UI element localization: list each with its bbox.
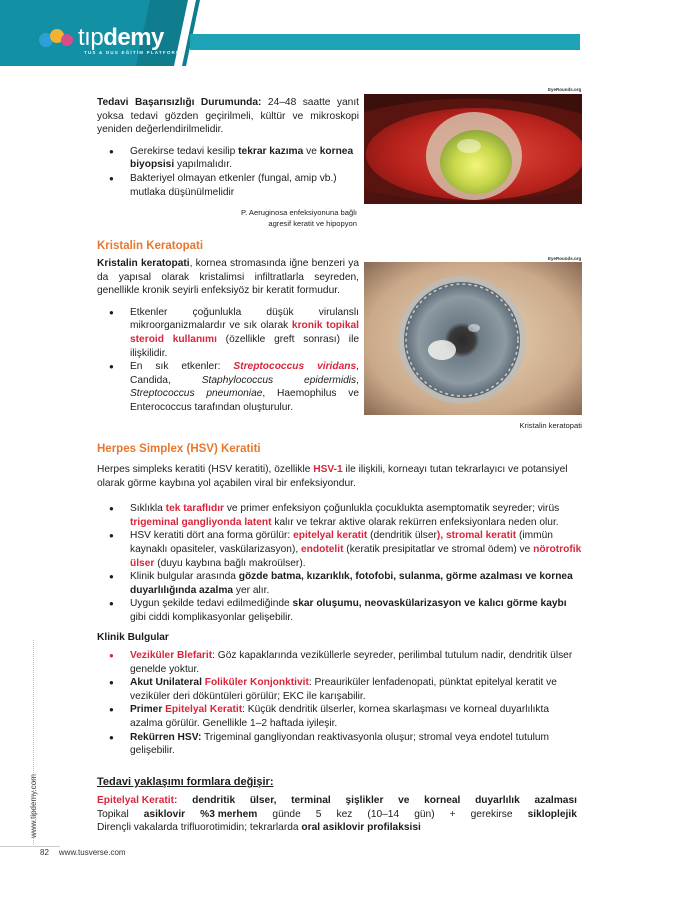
list-item: ● Gerekirse tedavi kesilip tekrar kazıma ve kornea biyopsisi yapılmalıdır. (97, 145, 359, 172)
figure-credit: EyeRounds.org (548, 256, 582, 261)
eye-photo-crystalline (364, 262, 582, 415)
list-item: ● Sıklıkla tek taraflıdır ve primer enfeksiyon çoğunlukla çocuklukta asemptomatik seyreder; virüs trigeminal gangliyonda latent kalır ve tekrar aktive olarak rekürren enfeksiyonlara neden olur. (97, 502, 582, 529)
logo-tagline: TUS & DUS EĞİTİM PLATFORMU (84, 50, 186, 55)
figure-caption-crystalline: Kristalin keratopati (519, 421, 582, 430)
logo-mark-icon (38, 27, 74, 49)
page-number: 82 (40, 848, 49, 857)
crystalline-list (97, 306, 359, 415)
clinical-list (97, 649, 582, 758)
list-item: ● Etkenler çoğunlukla düşük virulanslı mikroorganizmalardır ve sık olarak kronik topikal steroid kullanımı (özellikle greft sonrası) ile ilişkilidir. (97, 306, 359, 360)
hsv-section (97, 443, 582, 625)
header-accent-bar (190, 34, 580, 50)
side-url: www.tipdemy.com (29, 774, 38, 838)
section-title-hsv: Herpes Simplex (HSV) Keratiti (97, 443, 261, 455)
treatment-failure-section (97, 96, 359, 199)
eye-photo-hypopyon (364, 94, 582, 204)
list-item: ● Rekürren HSV: Trigeminal gangliyondan reaktivasyonla oluşur; stromal veya endotel tutulum gelişebilir. (97, 731, 582, 758)
list-item: ● En sık etkenler: Streptococcus viridans, Candida, Staphylococcus epidermidis, Streptococcus pneumoniae, Haemophilus ve Enterococcus tarafından oluşturulur. (97, 360, 359, 414)
clinical-section (97, 632, 582, 758)
hsv-list (97, 502, 582, 624)
hsv-intro: Herpes simpleks keratiti (HSV keratiti), özellikle HSV-1 ile ilişkili, korneayı tutan tekrarlayıcı ve potansiyel olarak görme kaybına yol açabilen viral bir enfeksiyondur. (97, 464, 568, 489)
logo-text: tıpdemy (78, 24, 164, 51)
list-item: ● Klinik bulgular arasında gözde batma, kızarıklık, fotofobi, sulanma, görme azalması ve kornea duyarlılığında azalma yer alır. (97, 570, 582, 597)
crystalline-intro: Kristalin keratopati, kornea stromasında iğne benzeri ya da yapısal olarak kristalimsi infiltratlarla seyreden, genellikle kronik seyirli enfeksiyöz bir keratit formudur. (97, 258, 360, 297)
treatment-text (97, 794, 577, 835)
list-item: ● Akut Unilateral Foliküler Konjonktivit: Preauriküler lenfadenopati, pünktat epitelyal keratit ve veziküler deri döküntüleri görülür; EKC ile karışabilir. (97, 676, 582, 703)
treatment-row-3: Dirençli vakalarda trifluorotimidin; tekrarlarda oral asiklovir profilaksisi (97, 822, 421, 834)
logo (38, 24, 164, 51)
list-item: ● Bakteriyel olmayan etkenler (fungal, amip vb.) mutlaka düşünülmelidir (97, 172, 359, 199)
list-item: ● Uygun şekilde tedavi edilmediğinde skar oluşumu, neovaskülarizasyon ve kalıcı görme kaybı gibi ciddi komplikasyonlar gelişebilir. (97, 597, 582, 624)
footer-url: www.tusverse.com (58, 848, 126, 857)
list-item: ● HSV keratiti dört ana forma görülür: epitelyal keratit (dendritik ülser), stromal keratit (immün kaynaklı opasiteler, vaskülarizasyon), endotelit (keratik presipitatlar ve stromal ödem) ve nörotrofik ülser (duyu kaybına bağlı makroülser). (97, 529, 582, 570)
figure-credit: EyeRounds.org (548, 87, 582, 92)
treatment-failure-list (97, 145, 359, 199)
treatment-failure-intro: Tedavi Başarısızlığı Durumunda: 24–48 saatte yanıt yoksa tedavi gözden geçirilmeli, kültür ve mikroskopi yeniden değerlendirilmelidir. (97, 97, 359, 136)
treatment-heading: Tedavi yaklaşımı formlara değişir: (97, 776, 274, 788)
figure-caption-hypopyon: P. Aeruginosa enfeksiyonuna bağlı agresif keratit ve hipopyon (241, 208, 357, 228)
treatment-row-1: Epitelyal Keratit: dendritik ülser, terminal şişlikler ve korneal duyarlılık azalması (97, 795, 577, 806)
list-item: ● Veziküler Blefarit: Göz kapaklarında veziküllerle seyreder, perilimbal tutulum nadir, dendritik ülser genelde yoktur. (97, 649, 582, 676)
section-title-clinical: Klinik Bulgular (97, 632, 169, 643)
list-item: ● Primer Epitelyal Keratit: Küçük dendritik ülserler, kornea skarlaşması ve korneal duyarlılıkta azalma görülür. Genellikle 1–2 haftada iyileşir. (97, 703, 582, 730)
section-title-crystalline: Kristalin Keratopati (97, 240, 204, 252)
crystalline-section (97, 240, 359, 415)
footer (40, 848, 126, 857)
treatment-row-2: Topikal asiklovir %3 merhem günde 5 kez (10–14 gün) + gerekirse sikloplejik (97, 808, 577, 820)
footer-divider (0, 846, 60, 847)
